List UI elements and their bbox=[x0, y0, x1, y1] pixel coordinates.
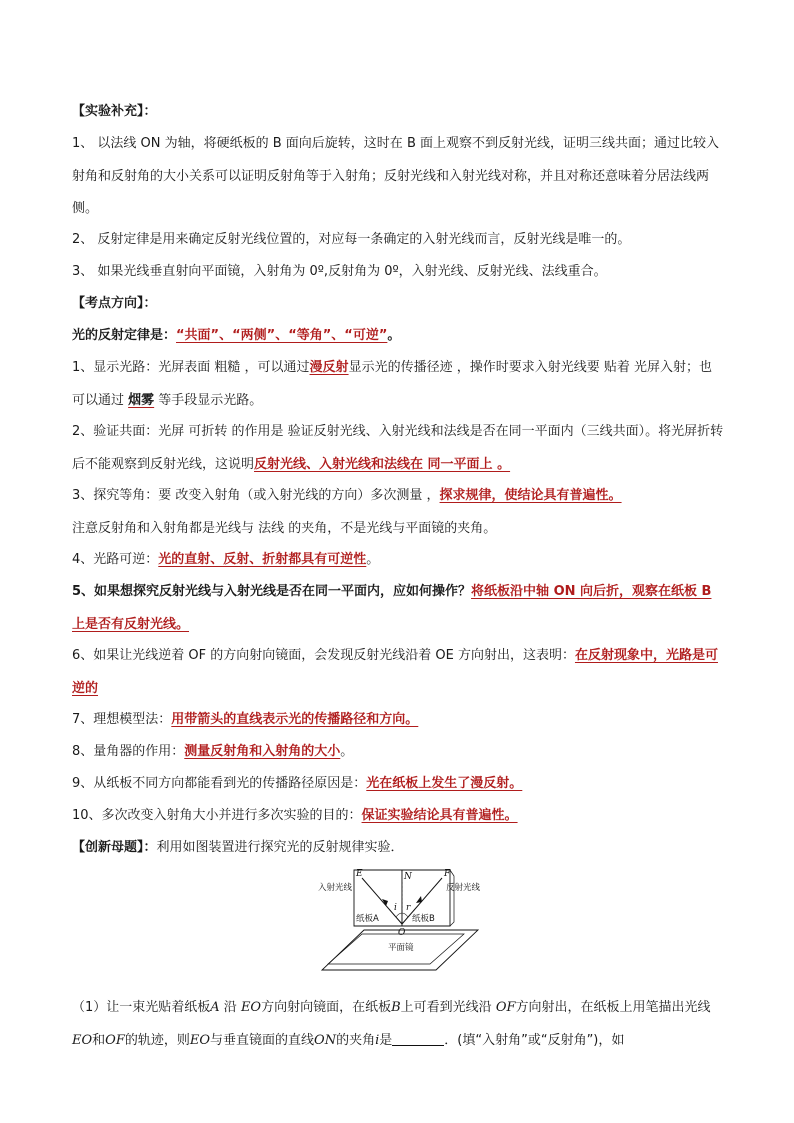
q1-text-b: 沿 bbox=[219, 1000, 241, 1015]
label-reflected-ray: 反射光线 bbox=[446, 883, 481, 893]
point-3-text-b: 注意反射角和入射角都是光线与 法线 的夹角，不是光线与平面镜的夹角。 bbox=[72, 520, 497, 536]
point-6-answer: 在反射现象中，光路是可逆的 bbox=[72, 648, 718, 696]
label-incident-ray: 入射光线 bbox=[318, 883, 353, 893]
point-2-answer: 反射光线、入射光线和法线在 同一平面上 。 bbox=[254, 456, 511, 472]
exam-point-10 bbox=[72, 800, 724, 833]
point-5-answer: 将纸板沿中轴 ON 向后折，观察在纸板 B 上是否有反射光线。 bbox=[72, 584, 712, 632]
q1-eo: EO bbox=[240, 1000, 262, 1015]
label-i: i bbox=[394, 903, 397, 913]
point-5-text: 5、如果想探究反射光线与入射光线是否在同一平面内，应如何操作？ bbox=[72, 584, 472, 599]
point-9-text: 9、从纸板不同方向都能看到光的传播路径原因是： bbox=[72, 776, 367, 791]
point-6-text: 6、如果让光线逆着 OF 的方向射向镜面，会发现反射光线沿着 OE 方向射出，这表明： bbox=[72, 648, 575, 663]
label-board-a: 纸板A bbox=[356, 914, 379, 924]
q1-text-g: 的轨迹，则 bbox=[124, 1032, 190, 1048]
point-2-text: 2、验证共面：光屏 可折转 的作用是 验证反射光线、入射光线和法线是否在同一平面内（三线共面）。将光屏折转后不能观察到反射光线，这说明 bbox=[72, 424, 724, 472]
innovation-intro: 利用如图装置进行探究光的反射规律实验． bbox=[156, 840, 404, 855]
supplement-item-1: 1、 以法线 ON 为轴，将硬纸板的 B 面向后旋转，这时在 B 面上观察不到反射光线，证明三线共面；通过比较入射角和反射角的大小关系可以证明反射角等于入射角；反射光线和入射光线对称，并且对称还意味着分居法线两侧。 bbox=[72, 136, 719, 216]
point-1-answer-a: 漫反射 bbox=[309, 360, 349, 375]
exam-heading: 【考点方向】： bbox=[72, 296, 157, 311]
supplement-heading: 【实验补充】： bbox=[72, 104, 157, 119]
point-7-text: 7、理想模型法： bbox=[72, 712, 172, 727]
board-b-edge bbox=[450, 870, 454, 926]
q1-angle-i: i bbox=[375, 1032, 380, 1048]
law-line bbox=[72, 320, 724, 353]
label-mirror: 平面镜 bbox=[388, 943, 414, 953]
point-3-answer: 探求规律，使结论具有普遍性。 bbox=[439, 488, 622, 503]
innovation-question-1 bbox=[72, 992, 724, 1057]
law-end: 。 bbox=[387, 328, 401, 343]
q1-of-2: OF bbox=[105, 1032, 125, 1048]
point-10-answer: 保证实验结论具有普遍性。 bbox=[361, 808, 518, 823]
q1-on: ON bbox=[314, 1032, 337, 1048]
innovation-line bbox=[72, 832, 724, 865]
point-8-text: 8、量角器的作用： bbox=[72, 744, 185, 759]
point-10-text: 10、多次改变入射角大小并进行多次实验的目的： bbox=[72, 808, 362, 823]
exam-point-8 bbox=[72, 736, 724, 769]
supplement-item-3: 3、 如果光线垂直射向平面镜，入射角为 0º,反射角为 0º，入射光线、反射光线、法线重合。 bbox=[72, 264, 607, 279]
point-8-end: 。 bbox=[340, 744, 354, 759]
supplement-item-2: 2、 反射定律是用来确定反射光线位置的，对应每一条确定的入射光线而言，反射光线是唯一的。 bbox=[72, 232, 631, 247]
label-n: N bbox=[404, 872, 412, 882]
law-terms: “共面”、“两侧”、“等角”、“可逆” bbox=[176, 328, 388, 343]
q1-text-n: ．(填“入射角”或“反射角”)，如 bbox=[444, 1032, 625, 1048]
q1-text-a: （1）让一束光贴着纸板 bbox=[72, 1000, 211, 1015]
exam-point-4 bbox=[72, 544, 724, 577]
q1-text-m: 是 bbox=[379, 1032, 393, 1048]
q1-eo-2: EO bbox=[72, 1032, 93, 1048]
innovation-heading: 【创新母题】： bbox=[72, 840, 157, 855]
q1-text-e: 方向射出，在纸板上用笔描出光线 bbox=[515, 1000, 711, 1015]
point-7-answer: 用带箭头的直线表示光的传播路径和方向。 bbox=[171, 712, 419, 727]
reflection-apparatus-figure bbox=[318, 866, 482, 974]
q1-text-h: 与垂直镜面的直线 bbox=[210, 1032, 315, 1048]
label-board-b: 纸板B bbox=[412, 914, 435, 924]
exam-point-7 bbox=[72, 704, 724, 737]
exam-point-1 bbox=[72, 352, 724, 417]
exam-point-2 bbox=[72, 416, 724, 481]
point-1-text-c: 等手段显示光路。 bbox=[154, 392, 263, 408]
point-8-answer: 测量反射角和入射角的大小 bbox=[184, 744, 341, 759]
point-3-text-a: 3、探究等角：要 改变入射角（或入射光线的方向）多次测量 ， bbox=[72, 488, 440, 503]
answer-blank[interactable] bbox=[392, 1032, 444, 1046]
q1-text-c: 方向射向镜面，在纸板 bbox=[261, 1000, 392, 1015]
exam-point-9 bbox=[72, 768, 724, 801]
q1-text-d: 上可看到光线沿 bbox=[400, 1000, 496, 1015]
label-o: O bbox=[398, 928, 406, 938]
point-1-answer-b: 烟雾 bbox=[128, 392, 155, 408]
label-r: r bbox=[406, 903, 411, 913]
law-prefix: 光的反射定律是： bbox=[72, 328, 177, 343]
point-4-end: 。 bbox=[366, 552, 380, 567]
point-1-text-a: 1、显示光路：光屏表面 粗糙 ，可以通过 bbox=[72, 360, 310, 375]
q1-text-k: 的夹角 bbox=[336, 1032, 376, 1048]
label-f: F bbox=[444, 869, 451, 879]
q1-of: OF bbox=[495, 1000, 516, 1015]
label-e: E bbox=[356, 869, 363, 879]
point-4-answer: 光的直射、反射、折射都具有可逆性 bbox=[158, 552, 367, 567]
exam-point-5 bbox=[72, 576, 724, 641]
point-4-text: 4、光路可逆： bbox=[72, 552, 159, 567]
point-9-answer: 光在纸板上发生了漫反射。 bbox=[366, 776, 523, 791]
point-1-text-b: 显示光的传播径迹 ，操作时要求入射光线要 贴着 光屏入射；也可以通过 bbox=[72, 360, 712, 408]
q1-board-a: A bbox=[210, 1000, 220, 1015]
exam-point-3 bbox=[72, 480, 724, 545]
exam-point-6 bbox=[72, 640, 724, 705]
q1-board-b: B bbox=[391, 1000, 401, 1015]
q1-eo-3: EO bbox=[189, 1032, 211, 1048]
q1-text-f: 和 bbox=[92, 1032, 106, 1048]
